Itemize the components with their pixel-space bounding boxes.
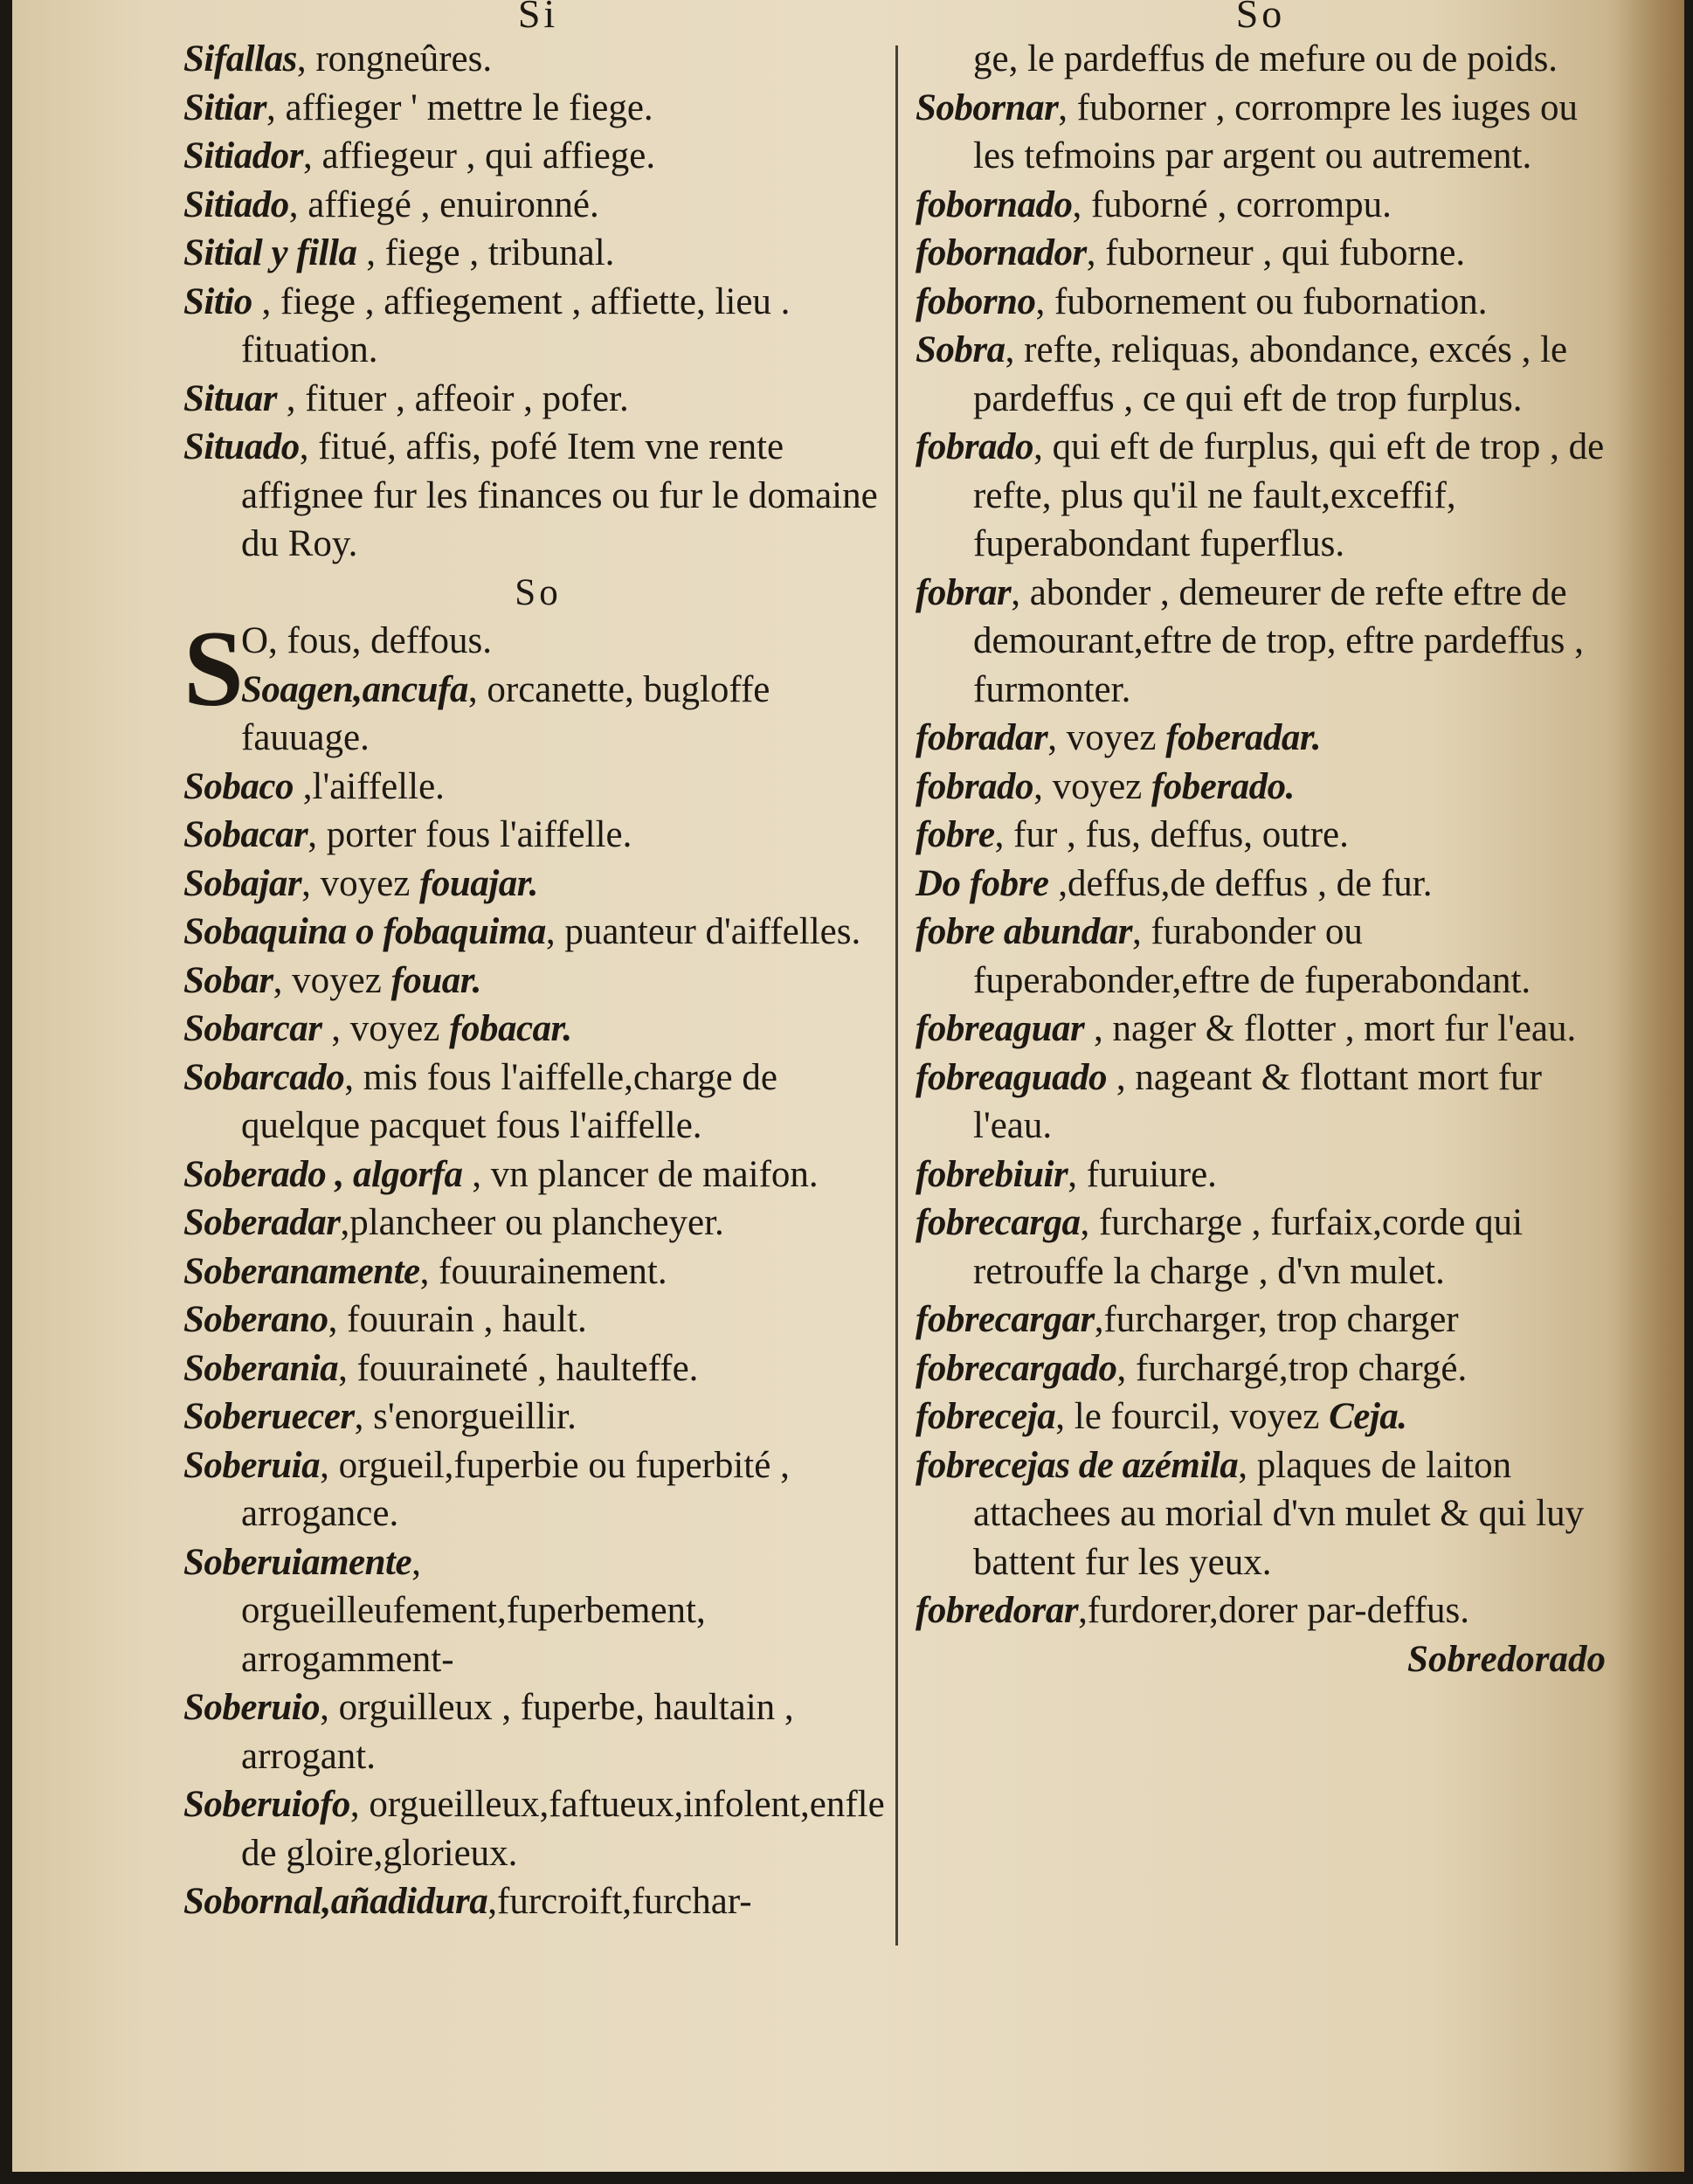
definition: , s'enorgueillir. [354,1396,577,1437]
definition: , nageant & flottant mort fur l'eau. [973,1056,1543,1146]
headword: fobrado [916,426,1034,467]
headword: fobradar [916,717,1048,758]
headword: Soberuiamente [183,1541,412,1583]
dictionary-entry [183,1538,893,1684]
definition: , fur , fus, deffus, outre. [994,814,1349,855]
definition: , affieger ' mettre le fiege. [266,86,653,128]
dictionary-entry [183,1005,893,1054]
headword: fobre abundar [916,911,1132,952]
dictionary-entry [183,1151,893,1199]
dictionary-entry [183,1393,893,1441]
headword: Do fobre [916,862,1049,904]
dictionary-entry [916,763,1606,812]
definition: ,furcroift,furchar- [487,1881,752,1922]
dictionary-entry [916,1344,1606,1393]
headword: fobrado [916,765,1034,807]
dictionary-entry [916,1005,1606,1054]
definition: , refte, reliquas, abondance, excés , le pardeffus , ce qui eft de trop furplus. [973,329,1568,419]
cross-reference: fobacar. [449,1008,572,1049]
definition: , furabonder ou fuperabonder,eftre de fuperabondant. [973,911,1531,1001]
entries-before [183,35,893,569]
dictionary-entry [916,1054,1606,1151]
dictionary-entry [916,714,1606,763]
headword: Soberuecer [183,1396,355,1437]
cross-reference: foberadar. [1165,717,1321,758]
definition: , orgueil,fuperbie ou fuperbité , arrogance. [241,1444,790,1534]
headword: fobrar [916,571,1012,613]
definition: , orguilleux , fuperbe, haultain , arrogant. [241,1687,794,1777]
headword: Sobaco [183,765,294,807]
definition: , voyez [321,1008,450,1049]
headword: fobreceja [916,1396,1056,1437]
headword: Soberuio [183,1687,321,1728]
dictionary-entry [183,957,893,1006]
dictionary-entry [916,860,1606,909]
definition: , fuborneur , qui fuborne. [1086,232,1466,273]
headword: Sitio [183,280,252,322]
headword: Situado [183,426,300,467]
definition: , nager & flotter , mort fur l'eau. [1084,1008,1577,1049]
book-page [12,0,1684,2172]
dictionary-entry [916,84,1606,181]
dictionary-entry [183,1683,893,1780]
headword: Sitiar [183,86,266,128]
definition: , fituer , affeoir , pofer. [276,377,629,419]
section-head: So [515,571,562,613]
dictionary-entry [183,860,893,909]
definition: , fubornement ou fubornation. [1035,280,1488,322]
definition: , le fourcil, voyez [1055,1396,1330,1437]
headword: Soberania [183,1347,339,1389]
entries-after [183,763,893,1926]
definition: , abonder , demeurer de refte eftre de demourant,eftre de trop, eftre pardeffus , furmonter. [973,571,1584,710]
headword: fobornador [916,232,1087,273]
left-column [183,0,893,1926]
dictionary-entry [183,423,893,569]
headword: fobrebiuir [916,1153,1068,1195]
definition: , voyez [1033,765,1151,807]
headword: Situar [183,377,277,419]
definition: , voyez [273,959,391,1001]
column-divider [895,45,898,1946]
headword: Sobornar [916,86,1059,128]
headword: Sobacar [183,814,308,855]
dictionary-entry [183,763,893,812]
definition: , vn plancer de maifon. [462,1153,819,1195]
definition: , rongneûres. [296,38,493,79]
headword: Soberado , algorfa [183,1153,463,1195]
definition: , fouuraineté , haulteffe. [338,1347,699,1389]
drop-capital: S [183,609,244,729]
definition: , fouurainement. [419,1250,667,1292]
headword: Sitiador [183,135,303,176]
cross-reference: Ceja. [1329,1396,1407,1437]
definition: , affiegeur , qui affiege. [303,135,656,176]
dictionary-entry [183,908,893,957]
definition: , porter fous l'aiffelle. [308,814,632,855]
dictionary-entry [916,181,1606,230]
dictionary-entry [916,811,1606,860]
dictionary-entry [183,229,893,278]
headword: Sobajar [183,862,302,904]
cross-reference: fouar. [390,959,481,1001]
headword: Sifallas [183,38,297,79]
headword: fobrecargar [916,1299,1095,1340]
dropcap-first-line: O, fous, deffous. [241,620,493,661]
definition: , fouurain , hault. [328,1299,587,1340]
dictionary-entry [183,1199,893,1248]
definition: , furcharge , furfaix,corde qui retrouffe la charge , d'vn mulet. [973,1202,1524,1292]
definition: ,plancheer ou plancheyer. [340,1202,724,1243]
dictionary-entry [183,1877,893,1926]
dictionary-entry [916,1296,1606,1344]
headword: fobredorar [916,1590,1079,1631]
dictionary-entry [183,35,893,84]
dictionary-entry [183,1344,893,1393]
definition: , fitué, affis, pofé Item vne rente affignee fur les finances ou fur le domaine du Roy. [241,426,878,564]
dictionary-entry [183,1248,893,1296]
dictionary-entry [916,423,1606,569]
definition: , fiege , affiegement , affiette, lieu . fituation. [241,280,791,370]
dictionary-entry [183,811,893,860]
headword: fobrecarga [916,1202,1081,1243]
dictionary-entry [183,84,893,133]
definition: , affiegé , enuironné. [288,183,599,225]
definition: , fiege , tribunal. [356,232,615,273]
headword: Sobra [916,329,1005,370]
running-head-left: Si [517,0,559,36]
definition: , voyez [1047,717,1166,758]
definition: , qui eft de furplus, qui eft de trop , de refte, plus qu'il ne fault,exceffif, fuperabondant fuperflus. [973,426,1605,564]
headword: Soagen,ancufa [241,668,468,710]
catchword: Sobredorado [1407,1638,1606,1680]
headword: Sobarcado [183,1056,345,1098]
dictionary-entry [916,278,1606,327]
headword: Sobornal,añadidura [183,1881,488,1922]
dictionary-entry [916,229,1606,278]
headword: Sitial y filla [183,232,357,273]
definition: , furchargé,trop chargé. [1116,1347,1468,1389]
definition: , furuiure. [1068,1153,1217,1195]
dictionary-entry [916,569,1606,715]
dictionary-entry [916,1199,1606,1296]
definition: , mis fous l'aiffelle,charge de quelque pacquet fous l'aiffelle. [241,1056,777,1146]
headword: Soberano [183,1299,328,1340]
continuation-text: ge, le pardeffus de mefure ou de poids. [973,38,1558,79]
definition: ,furcharger, trop charger [1094,1299,1459,1340]
definition: ,l'aiffelle. [294,765,445,807]
dictionary-entry [183,1780,893,1877]
headword: Soberanamente [183,1250,420,1292]
headword: Soberuia [183,1444,321,1486]
dictionary-entry [183,278,893,375]
definition: ,deffus,de deffus , de fur. [1048,862,1433,904]
dictionary-entry [183,375,893,424]
headword: foborno [916,280,1036,322]
definition: , orgueilleux,faftueux,infolent,enfle de gloire,glorieux. [241,1784,885,1874]
dictionary-entry [183,132,893,181]
dictionary-entry [916,1151,1606,1199]
headword: fobrecargado [916,1347,1117,1389]
headword: fobornado [916,183,1073,225]
definition: , fuborner , corrompre les iuges ou les tefmoins par argent ou autrement. [973,86,1578,176]
dictionary-entry [916,1586,1606,1635]
dictionary-entry [916,908,1606,1005]
headword: Sobarcar [183,1008,322,1049]
cross-reference: fouajar. [419,862,538,904]
definition: , voyez [301,862,420,904]
dictionary-entry [183,1296,893,1344]
definition: , orcanette, bugloffe fauuage. [241,668,770,758]
dictionary-entry [916,326,1606,423]
headword: fobreaguar [916,1008,1085,1049]
dictionary-entry [183,181,893,230]
right-column [916,0,1606,1683]
headword: fobre [916,814,995,855]
headword: Soberadar [183,1202,341,1243]
headword: fobreaguado [916,1056,1108,1098]
dropcap-entry [183,609,893,763]
headword: Sitiado [183,183,289,225]
headword: Soberuiofo [183,1784,350,1825]
definition: , plaques de laiton attachees au morial d'vn mulet & qui luy battent fur les yeux. [973,1444,1585,1583]
definition: ,furdorer,dorer par-deffus. [1078,1590,1470,1631]
running-head-right: So [1235,0,1286,36]
dictionary-entry [916,1393,1606,1441]
definition: , puanteur d'aiffelles. [545,911,861,952]
entries-right [916,84,1606,1635]
definition: , orgueilleufement,fuperbement, arrogamment- [241,1541,706,1680]
headword: Sobaquina o fobaquima [183,911,546,952]
headword: fobrecejas de azémila [916,1444,1239,1486]
dictionary-entry [916,1441,1606,1587]
cross-reference: foberado. [1151,765,1295,807]
dictionary-entry [183,1054,893,1151]
headword: Sobar [183,959,273,1001]
dictionary-entry [183,1441,893,1538]
definition: , fuborné , corrompu. [1072,183,1392,225]
